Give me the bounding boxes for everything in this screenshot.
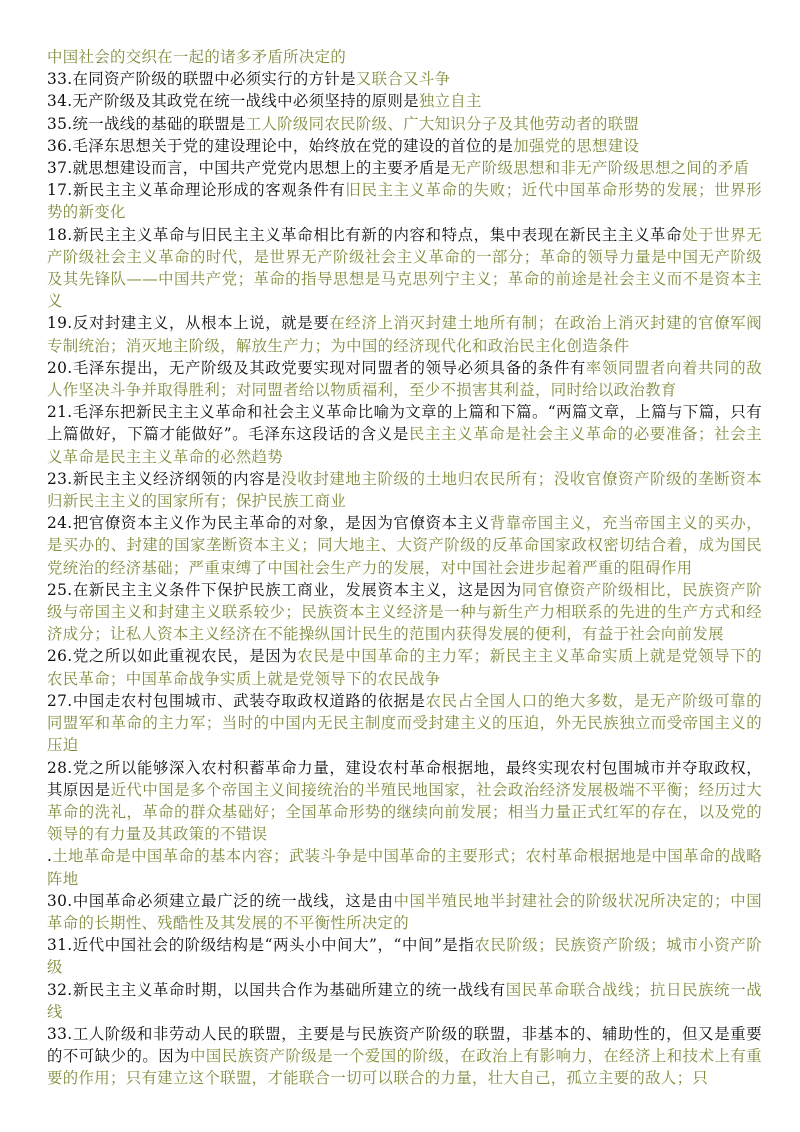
document-page	[47, 46, 762, 1090]
list-item-13	[47, 579, 762, 646]
answer-text: 同官僚资产阶级相比，民族资产阶级与帝国主义和封建主义联系较少；民族资本主义经济是一种与新生产力相联系的先进的生产方式和经济成分；让私人资本主义经济在不能操纵国计民生的范围内获得发展的便利，有益于社会向前发展	[47, 580, 762, 644]
list-item-6	[47, 179, 762, 223]
answer-text: 处于世界无产阶级社会主义革命的时代，是世界无产阶级社会主义革命的一部分；革命的领导力量是中国无产阶级及其先锋队——中国共产党；革命的指导思想是马克思列宁主义；革命的前途是社会主义而不是资本主义	[47, 225, 762, 311]
question-text: 20.毛泽东提出，无产阶级及其政党要实现对同盟者的领导必须具备的条件有	[47, 358, 586, 377]
question-text: 23.新民主主义经济纲领的内容是	[47, 469, 282, 488]
list-item-4	[47, 135, 762, 157]
list-item-0	[47, 46, 762, 68]
question-text: 33.在同资产阶级的联盟中必须实行的方针是	[47, 70, 356, 89]
question-text: 33.工人阶级和非劳动人民的联盟，主要是与民族资产阶级的联盟，非基本的、辅助性的，但又是重要的不可缺少的。因为	[47, 1024, 762, 1066]
question-text: 25.在新民主主义条件下保护民族工商业，发展资本主义，这是因为	[47, 580, 522, 599]
list-item-19	[47, 934, 762, 978]
list-item-2	[47, 90, 762, 112]
answer-text: 旧民主主义革命的失败；近代中国革命形势的发展；世界形势的新变化	[47, 181, 762, 222]
answer-text: 背靠帝国主义，充当帝国主义的买办，是买办的、封建的国家垄断资本主义；同大地主、大资产阶级的反革命国家政权密切结合着，成为国民党统治的经济基础；严重束缚了中国社会生产力的发展，对中国社会进步起着严重的阻碍作用	[47, 514, 762, 577]
answer-text: 中国半殖民地半封建社会的阶级状况所决定的；中国革命的长期性、残酷性及其发展的不平衡性所决定的	[47, 891, 762, 932]
answer-text: 土地革命是中国革命的基本内容；武装斗争是中国革命的主要形式；农村革命根据地是中国革命的战略阵地	[47, 847, 762, 888]
question-text: 26.党之所以如此重视农民，是因为	[47, 647, 298, 666]
answer-text: 在经济上消灭封建土地所有制；在政治上消灭封建的官僚军阀专制统治；消灭地主阶级，解放生产力；为中国的经济现代化和政治民主化创造条件	[47, 314, 762, 355]
question-text: 21.毛泽东把新民主主义革命和社会主义革命比喻为文章的上篇和下篇。“两篇文章，上篇与下篇，只有上篇做好，下篇才能做好”。毛泽东这段话的含义是	[47, 403, 762, 444]
list-item-9	[47, 357, 762, 401]
list-item-11	[47, 468, 762, 512]
question-text: 30.中国革命必须建立最广泛的统一战线，这是由	[47, 891, 394, 910]
question-text: 37.就思想建设而言，中国共产党党内思想上的主要矛盾是	[47, 159, 451, 178]
list-item-8	[47, 312, 762, 356]
answer-text: 独立自主	[418, 92, 482, 111]
list-item-16	[47, 757, 762, 846]
answer-text: 农民阶级；民族资产阶级；城市小资产阶级	[47, 936, 762, 977]
question-text: 32.新民主主义革命时期，以国共合作为基础所建立的统一战线有	[47, 980, 506, 999]
answer-text: 又联合又斗争	[355, 70, 451, 89]
answer-text: 中国社会的交织在一起的诸多矛盾所决定的	[47, 48, 347, 66]
question-text: 28.党之所以能够深入农村积蓄革命力量，建设农村革命根据地，最终实现农村包围城市并夺取政权，其原因是	[47, 758, 762, 799]
list-item-12	[47, 512, 762, 579]
list-item-21	[47, 1023, 762, 1090]
question-text: 17.新民主主义革命理论形成的客观条件有	[47, 181, 346, 200]
list-item-15	[47, 690, 762, 757]
question-text: 27.中国走农村包围城市、武装夺取政权道路的依据是	[47, 691, 426, 710]
question-text: 31.近代中国社会的阶级结构是“两头小中间大”，“中间”是指	[47, 936, 475, 955]
question-text: 24.把官僚资本主义作为民主革命的对象，是因为官僚资本主义	[47, 514, 490, 533]
answer-text: 国民革命联合战线；抗日民族统一战线	[47, 980, 762, 1021]
question-text: 18.新民主主义革命与旧民主主义革命相比有新的内容和特点，集中表现在新民主主义革命	[47, 225, 683, 244]
answer-text: 率领同盟者向着共同的敌人作坚决斗争并取得胜利；对同盟者给以物质福利，至少不损害其利益，同时给以政治教育	[47, 358, 762, 400]
answer-text: 近代中国是多个帝国主义间接统治的半殖民地国家，社会政治经济发展极端不平衡；经历过大革命的洗礼，革命的群众基础好；全国革命形势的继续向前发展；相当力量正式红军的存在，以及党的领导的有力量及其政策的不错误	[47, 780, 762, 844]
list-item-3	[47, 113, 762, 135]
question-text: .	[47, 847, 53, 866]
answer-text: 没收封建地主阶级的土地归农民所有；没收官僚资产阶级的垄断资本归新民主主义的国家所有；保护民族工商业	[47, 469, 762, 511]
answer-text: 工人阶级同农民阶级、广大知识分子及其他劳动者的联盟	[245, 114, 640, 133]
list-item-7	[47, 224, 762, 313]
answer-text: 农民占全国人口的绝大多数，是无产阶级可靠的同盟军和革命的主力军；当时的中国内无民主制度而受封建主义的压迫，外无民族独立而受帝国主义的压迫	[47, 691, 762, 755]
list-item-18	[47, 890, 762, 934]
list-item-20	[47, 979, 762, 1023]
question-text: 34.无产阶级及其政党在统一战线中必须坚持的原则是	[47, 92, 419, 111]
list-item-10	[47, 401, 762, 468]
answer-text: 农民是中国革命的主力军；新民主主义革命实质上就是党领导下的农民革命；中国革命战争实质上就是党领导下的农民战争	[47, 647, 762, 688]
list-item-14	[47, 645, 762, 689]
answer-text: 加强党的思想建设	[513, 136, 640, 155]
list-item-1	[47, 68, 762, 90]
list-item-5	[47, 157, 762, 179]
question-text: 35.统一战线的基础的联盟是	[47, 114, 246, 133]
list-item-17	[47, 845, 762, 889]
question-text: 19.反对封建主义，从根本上说，就是要	[47, 314, 330, 333]
answer-text: 中国民族资产阶级是一个爱国的阶级，在政治上有影响力，在经济上和技术上有重要的作用；只有建立这个联盟，才能联合一切可以联合的力量，壮大自己，孤立主要的敌人；只	[47, 1047, 762, 1088]
answer-text: 民主主义革命是社会主义革命的必要准备；社会主义革命是民主主义革命的必然趋势	[47, 425, 763, 466]
question-text: 36.毛泽东思想关于党的建设理论中，始终放在党的建设的首位的是	[47, 136, 514, 155]
answer-text: 无产阶级思想和非无产阶级思想之间的矛盾	[450, 159, 750, 178]
